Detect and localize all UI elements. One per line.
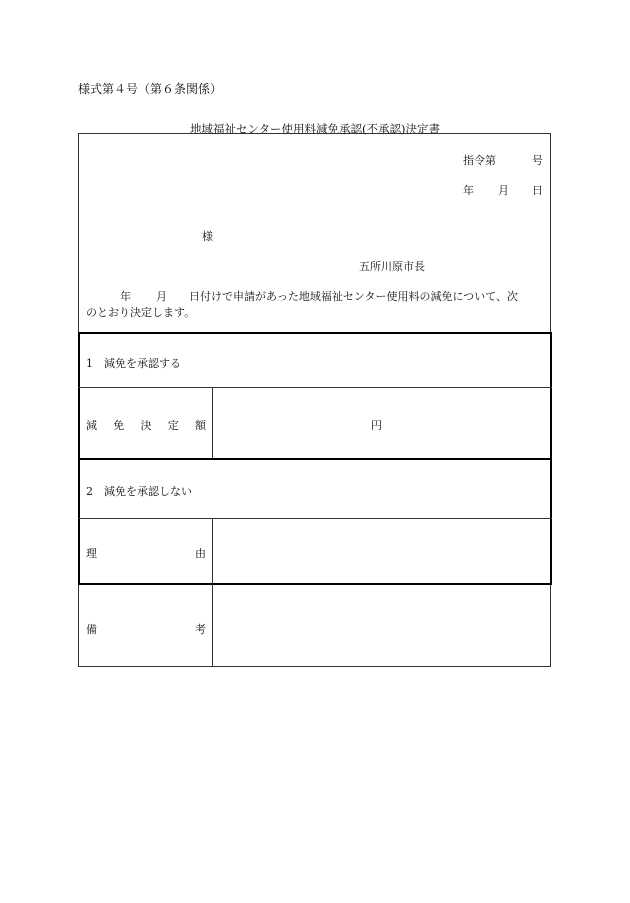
amount-label	[86, 417, 206, 433]
date-day: 日	[532, 184, 543, 197]
section1-right-border	[550, 332, 552, 459]
amount-label-char-5: 額	[195, 419, 206, 432]
recipient-suffix: 様	[202, 230, 213, 243]
document-title: 地域福祉センター使用料減免承認(不承認)決定書	[189, 122, 440, 136]
issuer: 五所川原市長	[359, 260, 425, 273]
section2-divider	[78, 518, 552, 519]
amount-label-char-3: 決	[140, 419, 152, 432]
intro-month: 月	[156, 290, 167, 303]
remarks-label	[86, 621, 206, 637]
date-year: 年	[463, 184, 474, 197]
remarks-label-char-1: 備	[86, 623, 97, 636]
directive-number-suffix: 号	[532, 154, 543, 167]
section2-left-border	[78, 458, 80, 584]
remarks-column-divider	[212, 584, 213, 667]
section1-top-border	[78, 332, 552, 334]
section2-heading: 2 減免を承認しない	[86, 485, 192, 498]
amount-label-char-4: 定	[167, 419, 179, 432]
section2-bottom-border	[78, 583, 552, 585]
section2-column-divider	[212, 518, 213, 584]
remarks-label-char-2: 考	[195, 623, 206, 636]
intro-text-line2: のとおり決定します。	[86, 306, 196, 319]
amount-label-char-2: 免	[113, 419, 125, 432]
directive-number-prefix: 指令第	[463, 154, 496, 167]
section1-heading: 1 減免を承認する	[86, 357, 181, 370]
section2-top-border	[78, 458, 552, 460]
section2-right-border	[550, 458, 552, 584]
date-month: 月	[498, 184, 509, 197]
amount-label-char-1: 減	[86, 419, 97, 432]
section1-left-border	[78, 332, 80, 459]
intro-text-line1: 日付けで申請があった地域福祉センター使用料の減免について、次	[189, 290, 519, 303]
form-label: 様式第４号（第６条関係）	[78, 82, 223, 96]
amount-unit: 円	[371, 419, 382, 432]
section1-column-divider	[212, 387, 213, 459]
form-table	[78, 133, 551, 667]
section1-divider	[78, 387, 552, 388]
reason-label	[86, 545, 206, 561]
reason-label-char-2: 由	[195, 547, 206, 560]
intro-year: 年	[120, 290, 131, 303]
reason-label-char-1: 理	[86, 547, 97, 560]
